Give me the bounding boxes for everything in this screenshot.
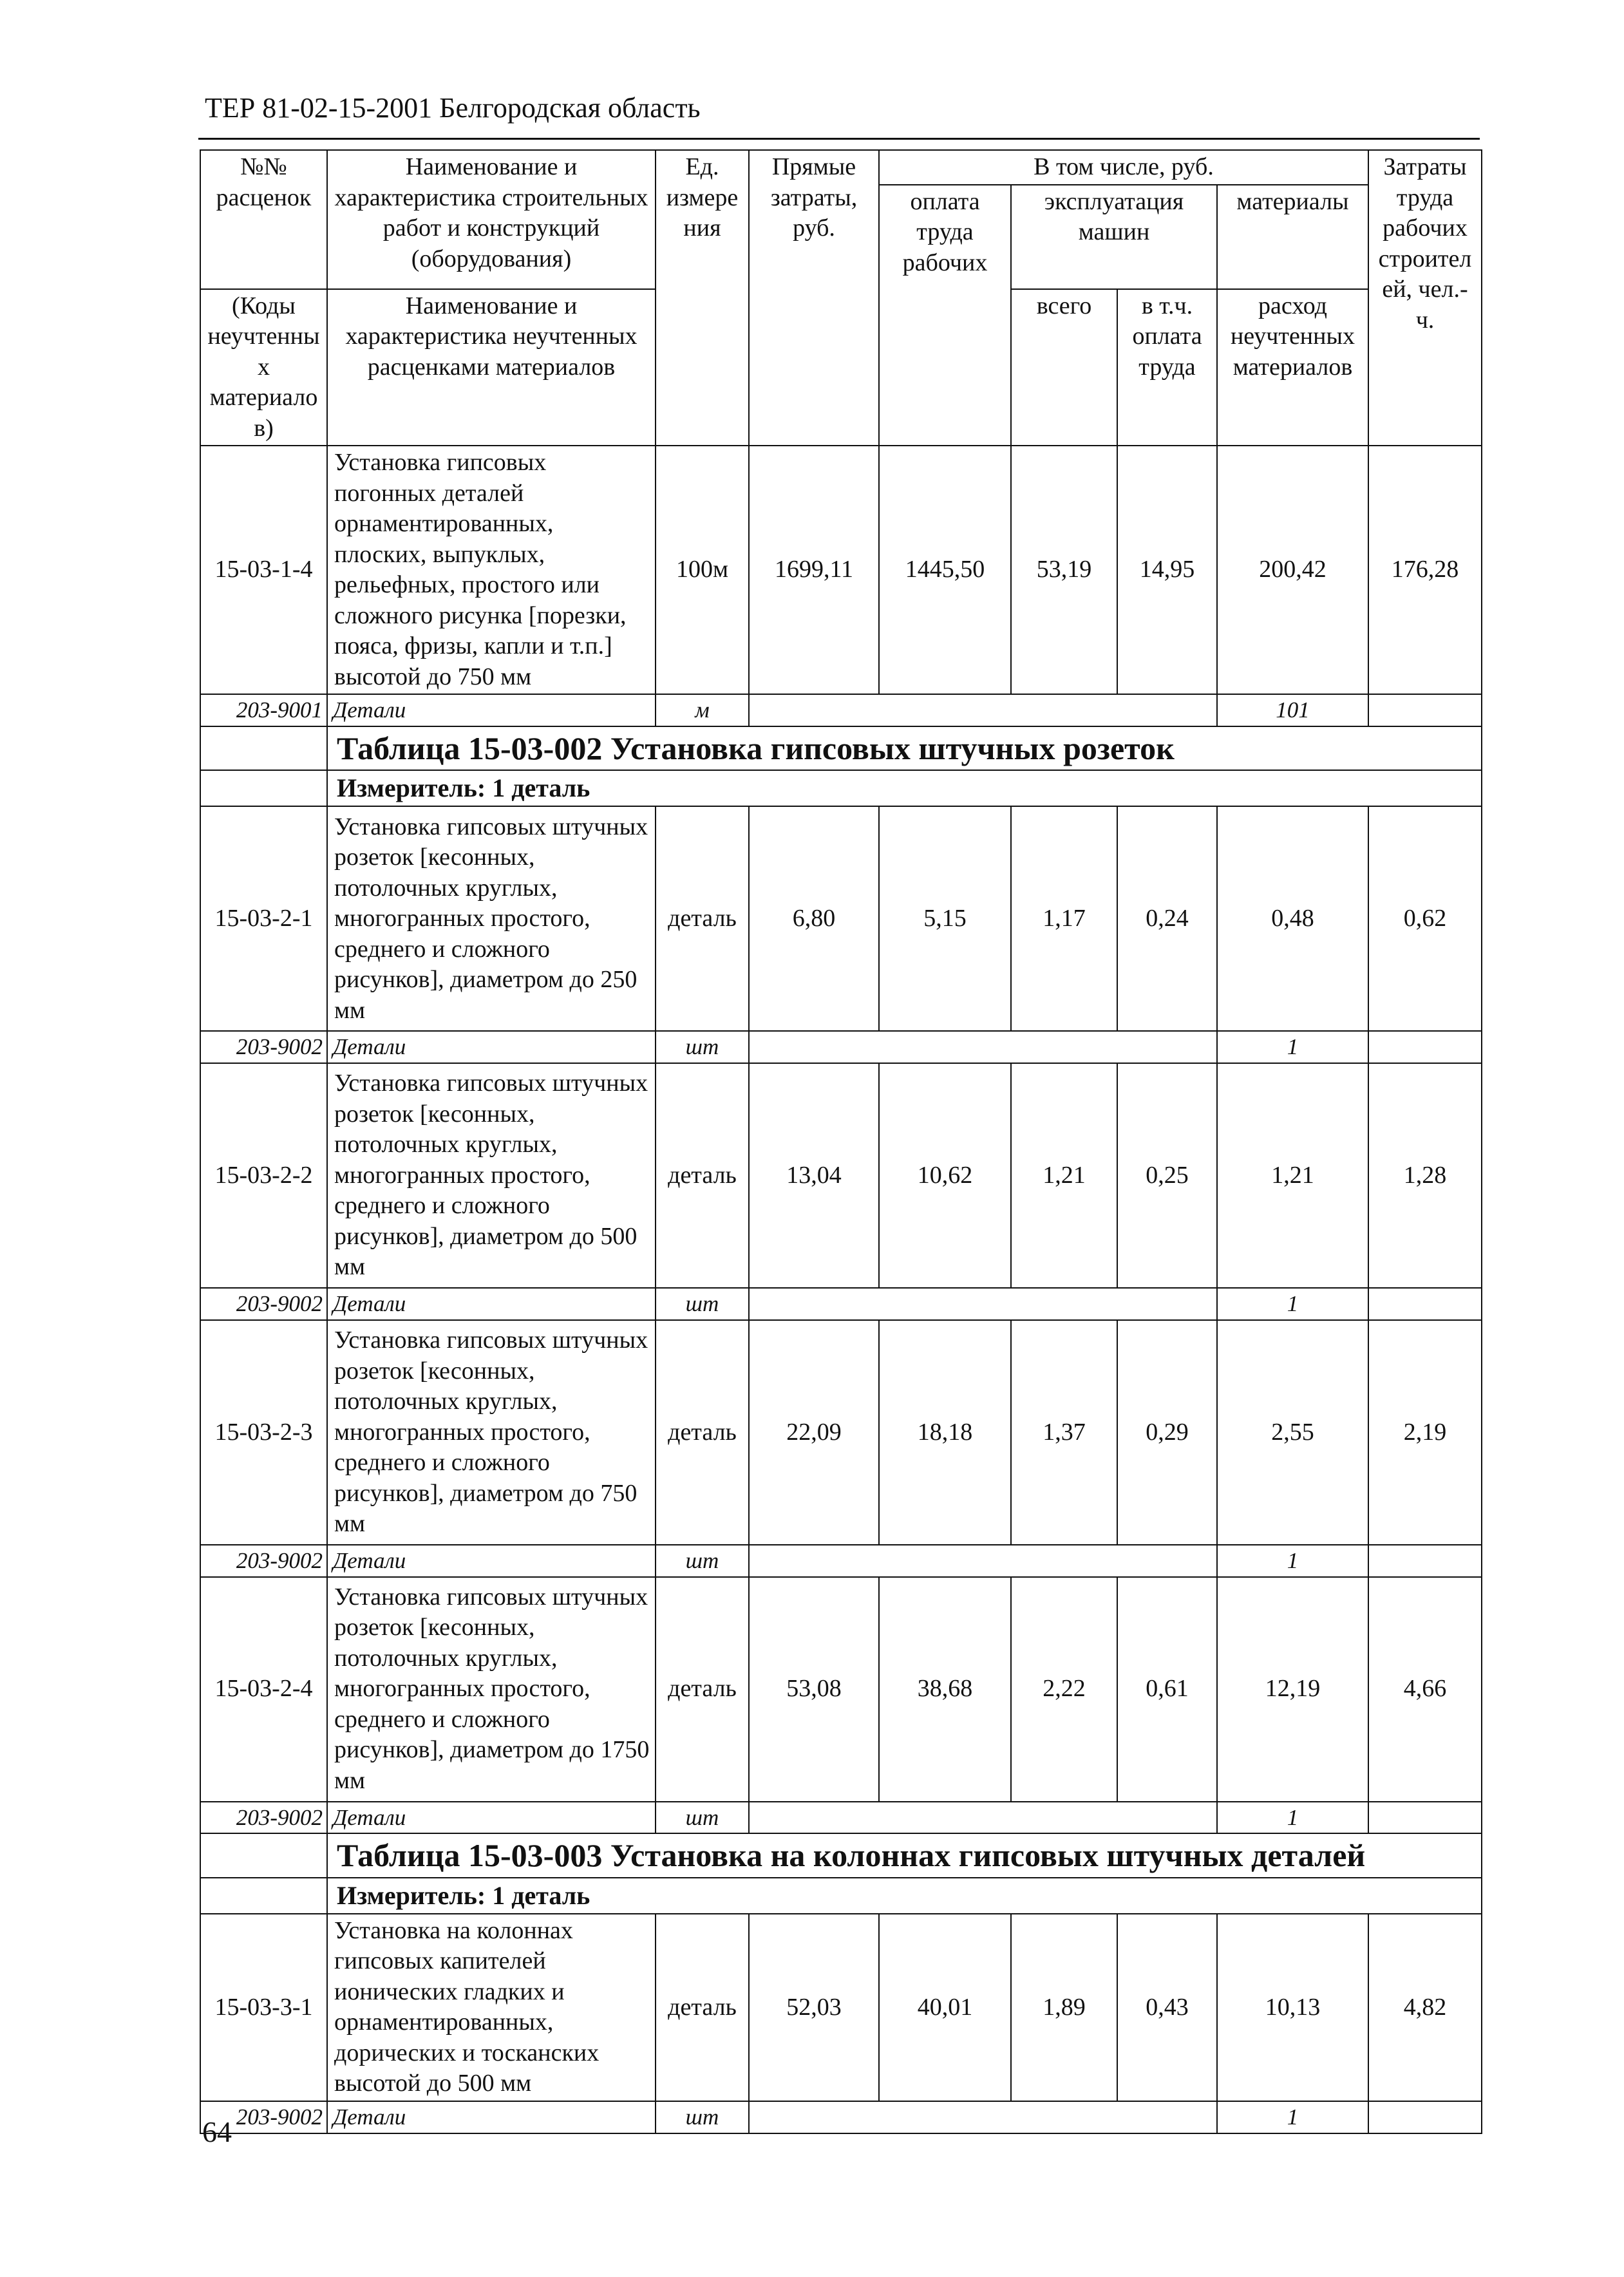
rate-labor-pay: 1445,50 [879,446,1011,694]
material-row [200,2101,1482,2133]
measure-spacer [200,1878,327,1914]
rate-direct-cost: 1699,11 [749,446,879,694]
material-qty: 101 [1217,694,1368,726]
material-spacer-end [1368,1288,1482,1320]
col-materials-use: расход неучтенных материалов [1217,289,1368,446]
rate-materials: 0,48 [1217,806,1368,1031]
col-labor-pay: оплата труда рабочих [879,185,1011,446]
page-header: ТЕР 81-02-15-2001 Белгородская область [205,92,701,124]
rate-direct-cost: 53,08 [749,1577,879,1802]
material-qty: 1 [1217,1802,1368,1834]
rate-code: 15-03-2-3 [200,1320,327,1545]
material-spacer [749,1288,1217,1320]
rate-labor-cost: 2,19 [1368,1320,1482,1545]
material-name: Детали [327,1288,656,1320]
material-spacer-end [1368,1545,1482,1577]
material-spacer-end [1368,2101,1482,2133]
rate-machines-total: 1,89 [1011,1914,1117,2101]
rate-machines-pay: 0,61 [1117,1577,1217,1802]
material-row [200,1802,1482,1834]
rate-description: Установка гипсовых штучных розеток [кесонных, потолочных круглых, многогранных простого, среднего и сложного рисунков], диаметром до 1750 мм [327,1577,656,1802]
material-name: Детали [327,694,656,726]
material-unit: шт [656,1288,749,1320]
rate-machines-total: 1,37 [1011,1320,1117,1545]
rate-materials: 10,13 [1217,1914,1368,2101]
rate-labor-cost: 4,82 [1368,1914,1482,2101]
rate-machines-pay: 0,24 [1117,806,1217,1031]
col-name: Наименование и характеристика строительных работ и конструкций (оборудования) [327,150,656,289]
rate-direct-cost: 13,04 [749,1063,879,1288]
rate-unit: деталь [656,1914,749,2101]
rate-machines-pay: 0,29 [1117,1320,1217,1545]
rate-row [200,1914,1482,2101]
col-machines-total: всего [1011,289,1117,446]
rate-machines-total: 1,21 [1011,1063,1117,1288]
rate-materials: 2,55 [1217,1320,1368,1545]
material-name: Детали [327,1545,656,1577]
measure-row [200,770,1482,806]
material-unit: шт [656,1545,749,1577]
table-title-row [200,1833,1482,1878]
col-machines-pay: в т.ч. оплата труда [1117,289,1217,446]
rate-machines-pay: 0,25 [1117,1063,1217,1288]
rate-materials: 200,42 [1217,446,1368,694]
material-spacer-end [1368,694,1482,726]
material-unit: шт [656,2101,749,2133]
rate-row [200,1063,1482,1288]
material-qty: 1 [1217,1545,1368,1577]
col-code-unaccounted: (Коды неучтенных материалов) [200,289,327,446]
col-machines: эксплуатация машин [1011,185,1217,289]
title-spacer [200,726,327,771]
col-name-unaccounted: Наименование и характеристика неучтенных расценками материалов [327,289,656,446]
rate-labor-pay: 18,18 [879,1320,1011,1545]
material-spacer [749,2101,1217,2133]
material-code: 203-9002 [200,1802,327,1834]
rates-table [200,149,1482,2134]
page-number: 64 [202,2115,232,2148]
rate-direct-cost: 6,80 [749,806,879,1031]
rate-machines-pay: 14,95 [1117,446,1217,694]
measure-row [200,1878,1482,1914]
rate-unit: деталь [656,806,749,1031]
rate-machines-total: 2,22 [1011,1577,1117,1802]
col-labor-cost: Затраты труда рабочих строителей, чел.-ч. [1368,150,1482,446]
rate-labor-cost: 176,28 [1368,446,1482,694]
rate-code: 15-03-1-4 [200,446,327,694]
material-code: 203-9002 [200,1545,327,1577]
material-row [200,1031,1482,1063]
material-row [200,1545,1482,1577]
rate-labor-pay: 10,62 [879,1063,1011,1288]
rate-machines-total: 53,19 [1011,446,1117,694]
material-code: 203-9002 [200,1031,327,1063]
material-qty: 1 [1217,2101,1368,2133]
rate-row [200,1320,1482,1545]
rate-unit: 100м [656,446,749,694]
material-spacer [749,1802,1217,1834]
material-unit: шт [656,1802,749,1834]
measure-label: Измеритель: 1 деталь [327,1878,1482,1914]
rate-description: Установка гипсовых погонных деталей орнаментированных, плоских, выпуклых, рельефных, простого или сложного рисунка [порезки, пояса, фризы, капли и т.п.] высотой до 750 мм [327,446,656,694]
rate-description: Установка гипсовых штучных розеток [кесонных, потолочных круглых, многогранных простого, среднего и сложного рисунков], диаметром до 500 мм [327,1063,656,1288]
material-code: 203-9002 [200,2101,327,2133]
rate-labor-pay: 40,01 [879,1914,1011,2101]
rate-row [200,1577,1482,1802]
rate-description: Установка гипсовых штучных розеток [кесонных, потолочных круглых, многогранных простого, среднего и сложного рисунков], диаметром до 750 мм [327,1320,656,1545]
material-row [200,694,1482,726]
rate-machines-pay: 0,43 [1117,1914,1217,2101]
material-spacer [749,1031,1217,1063]
material-qty: 1 [1217,1031,1368,1063]
rate-unit: деталь [656,1320,749,1545]
rate-unit: деталь [656,1063,749,1288]
material-name: Детали [327,1031,656,1063]
rate-row [200,806,1482,1031]
table-title-row [200,726,1482,771]
material-spacer-end [1368,1031,1482,1063]
measure-spacer [200,770,327,806]
rate-code: 15-03-2-4 [200,1577,327,1802]
material-spacer-end [1368,1802,1482,1834]
material-unit: м [656,694,749,726]
measure-label: Измеритель: 1 деталь [327,770,1482,806]
rate-unit: деталь [656,1577,749,1802]
col-incl: В том числе, руб. [879,150,1368,185]
material-spacer [749,1545,1217,1577]
material-name: Детали [327,1802,656,1834]
rate-direct-cost: 22,09 [749,1320,879,1545]
material-row [200,1288,1482,1320]
rate-labor-cost: 0,62 [1368,806,1482,1031]
col-unit: Ед. измерения [656,150,749,446]
rate-labor-cost: 4,66 [1368,1577,1482,1802]
header-rule [198,138,1480,140]
table-title: Таблица 15-03-002 Установка гипсовых штучных розеток [327,726,1482,771]
col-materials: материалы [1217,185,1368,289]
rate-labor-cost: 1,28 [1368,1063,1482,1288]
rate-code: 15-03-2-1 [200,806,327,1031]
rate-code: 15-03-2-2 [200,1063,327,1288]
rate-direct-cost: 52,03 [749,1914,879,2101]
material-unit: шт [656,1031,749,1063]
rate-materials: 12,19 [1217,1577,1368,1802]
rate-row [200,446,1482,694]
material-code: 203-9002 [200,1288,327,1320]
title-spacer [200,1833,327,1878]
material-qty: 1 [1217,1288,1368,1320]
rate-machines-total: 1,17 [1011,806,1117,1031]
material-spacer [749,694,1217,726]
material-code: 203-9001 [200,694,327,726]
rate-labor-pay: 38,68 [879,1577,1011,1802]
rate-description: Установка на колоннах гипсовых капителей ионических гладких и орнаментированных, дорических и тосканских высотой до 500 мм [327,1914,656,2101]
material-name: Детали [327,2101,656,2133]
col-direct: Прямые затраты, руб. [749,150,879,446]
rate-materials: 1,21 [1217,1063,1368,1288]
rate-labor-pay: 5,15 [879,806,1011,1031]
col-code: №№ расценок [200,150,327,289]
table-title: Таблица 15-03-003 Установка на колоннах гипсовых штучных деталей [327,1833,1482,1878]
rate-description: Установка гипсовых штучных розеток [кесонных, потолочных круглых, многогранных простого, среднего и сложного рисунков], диаметром до 250 мм [327,806,656,1031]
rate-code: 15-03-3-1 [200,1914,327,2101]
